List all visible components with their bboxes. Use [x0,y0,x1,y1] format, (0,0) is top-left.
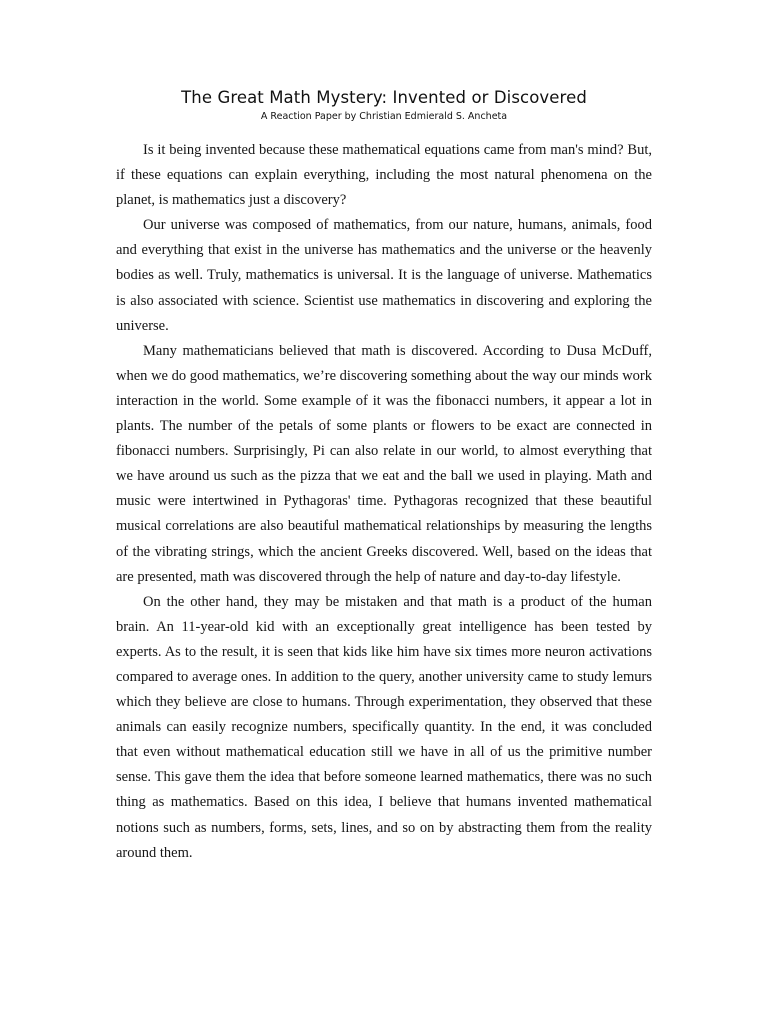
document-body [116,138,652,866]
paragraph-1: Is it being invented because these mathematical equations came from man's mind? But, if these equations can explain everything, including the most natural phenomena on the planet, is mathematics just a discovery? [116,142,652,209]
paragraph-3: Many mathematicians believed that math is discovered. According to Dusa McDuff, when we do good mathematics, we’re discovering something about the way our minds work interaction in the world. Some example of it was the fibonacci numbers, it appear a lot in plants. The number of the petals of some plants or flowers to be exact are connected in fibonacci numbers. Surprisingly, Pi can also relate in our world, to almost everything that we have around us such as the pizza that we eat and the ball we used in playing. Math and music were intertwined in Pythagoras' time. Pythagoras recognized that these beautiful musical correlations are also beautiful mathematical relationships by measuring the lengths of the vibrating strings, which the ancient Greeks discovered. Well, based on the ideas that are presented, math was discovered through the help of nature and day-to-day lifestyle. [116,342,652,585]
paragraph-2: Our universe was composed of mathematics, from our nature, humans, animals, food and everything that exist in the universe has mathematics and the universe or the heavenly bodies as well. Truly, mathematics is universal. It is the language of universe. Mathematics is also associated with science. Scientist use mathematics in discovering and exploring the universe. [116,217,652,334]
page-subtitle: A Reaction Paper by Christian Edmierald S. Ancheta [260,111,508,122]
page-title: The Great Math Mystery: Invented or Discovered [181,88,587,107]
paragraph-4: On the other hand, they may be mistaken and that math is a product of the human brain. An 11-year-old kid with an exceptionally great intelligence has been tested by experts. As to the result, it is seen that kids like him have six times more neuron activations compared to average ones. In addition to the query, another university came to study lemurs which they believe are close to humans. Through experimentation, they observed that these animals can easily recognize numbers, specifically quantity. In the end, it was concluded that even without mathematical education still we have in all of us the primitive number sense. This gave them the idea that before someone learned mathematics, there was no such thing as mathematics. Based on this idea, I believe that humans invented mathematical notions such as numbers, forms, sets, lines, and so on by abstracting them from the reality around them. [116,593,652,861]
